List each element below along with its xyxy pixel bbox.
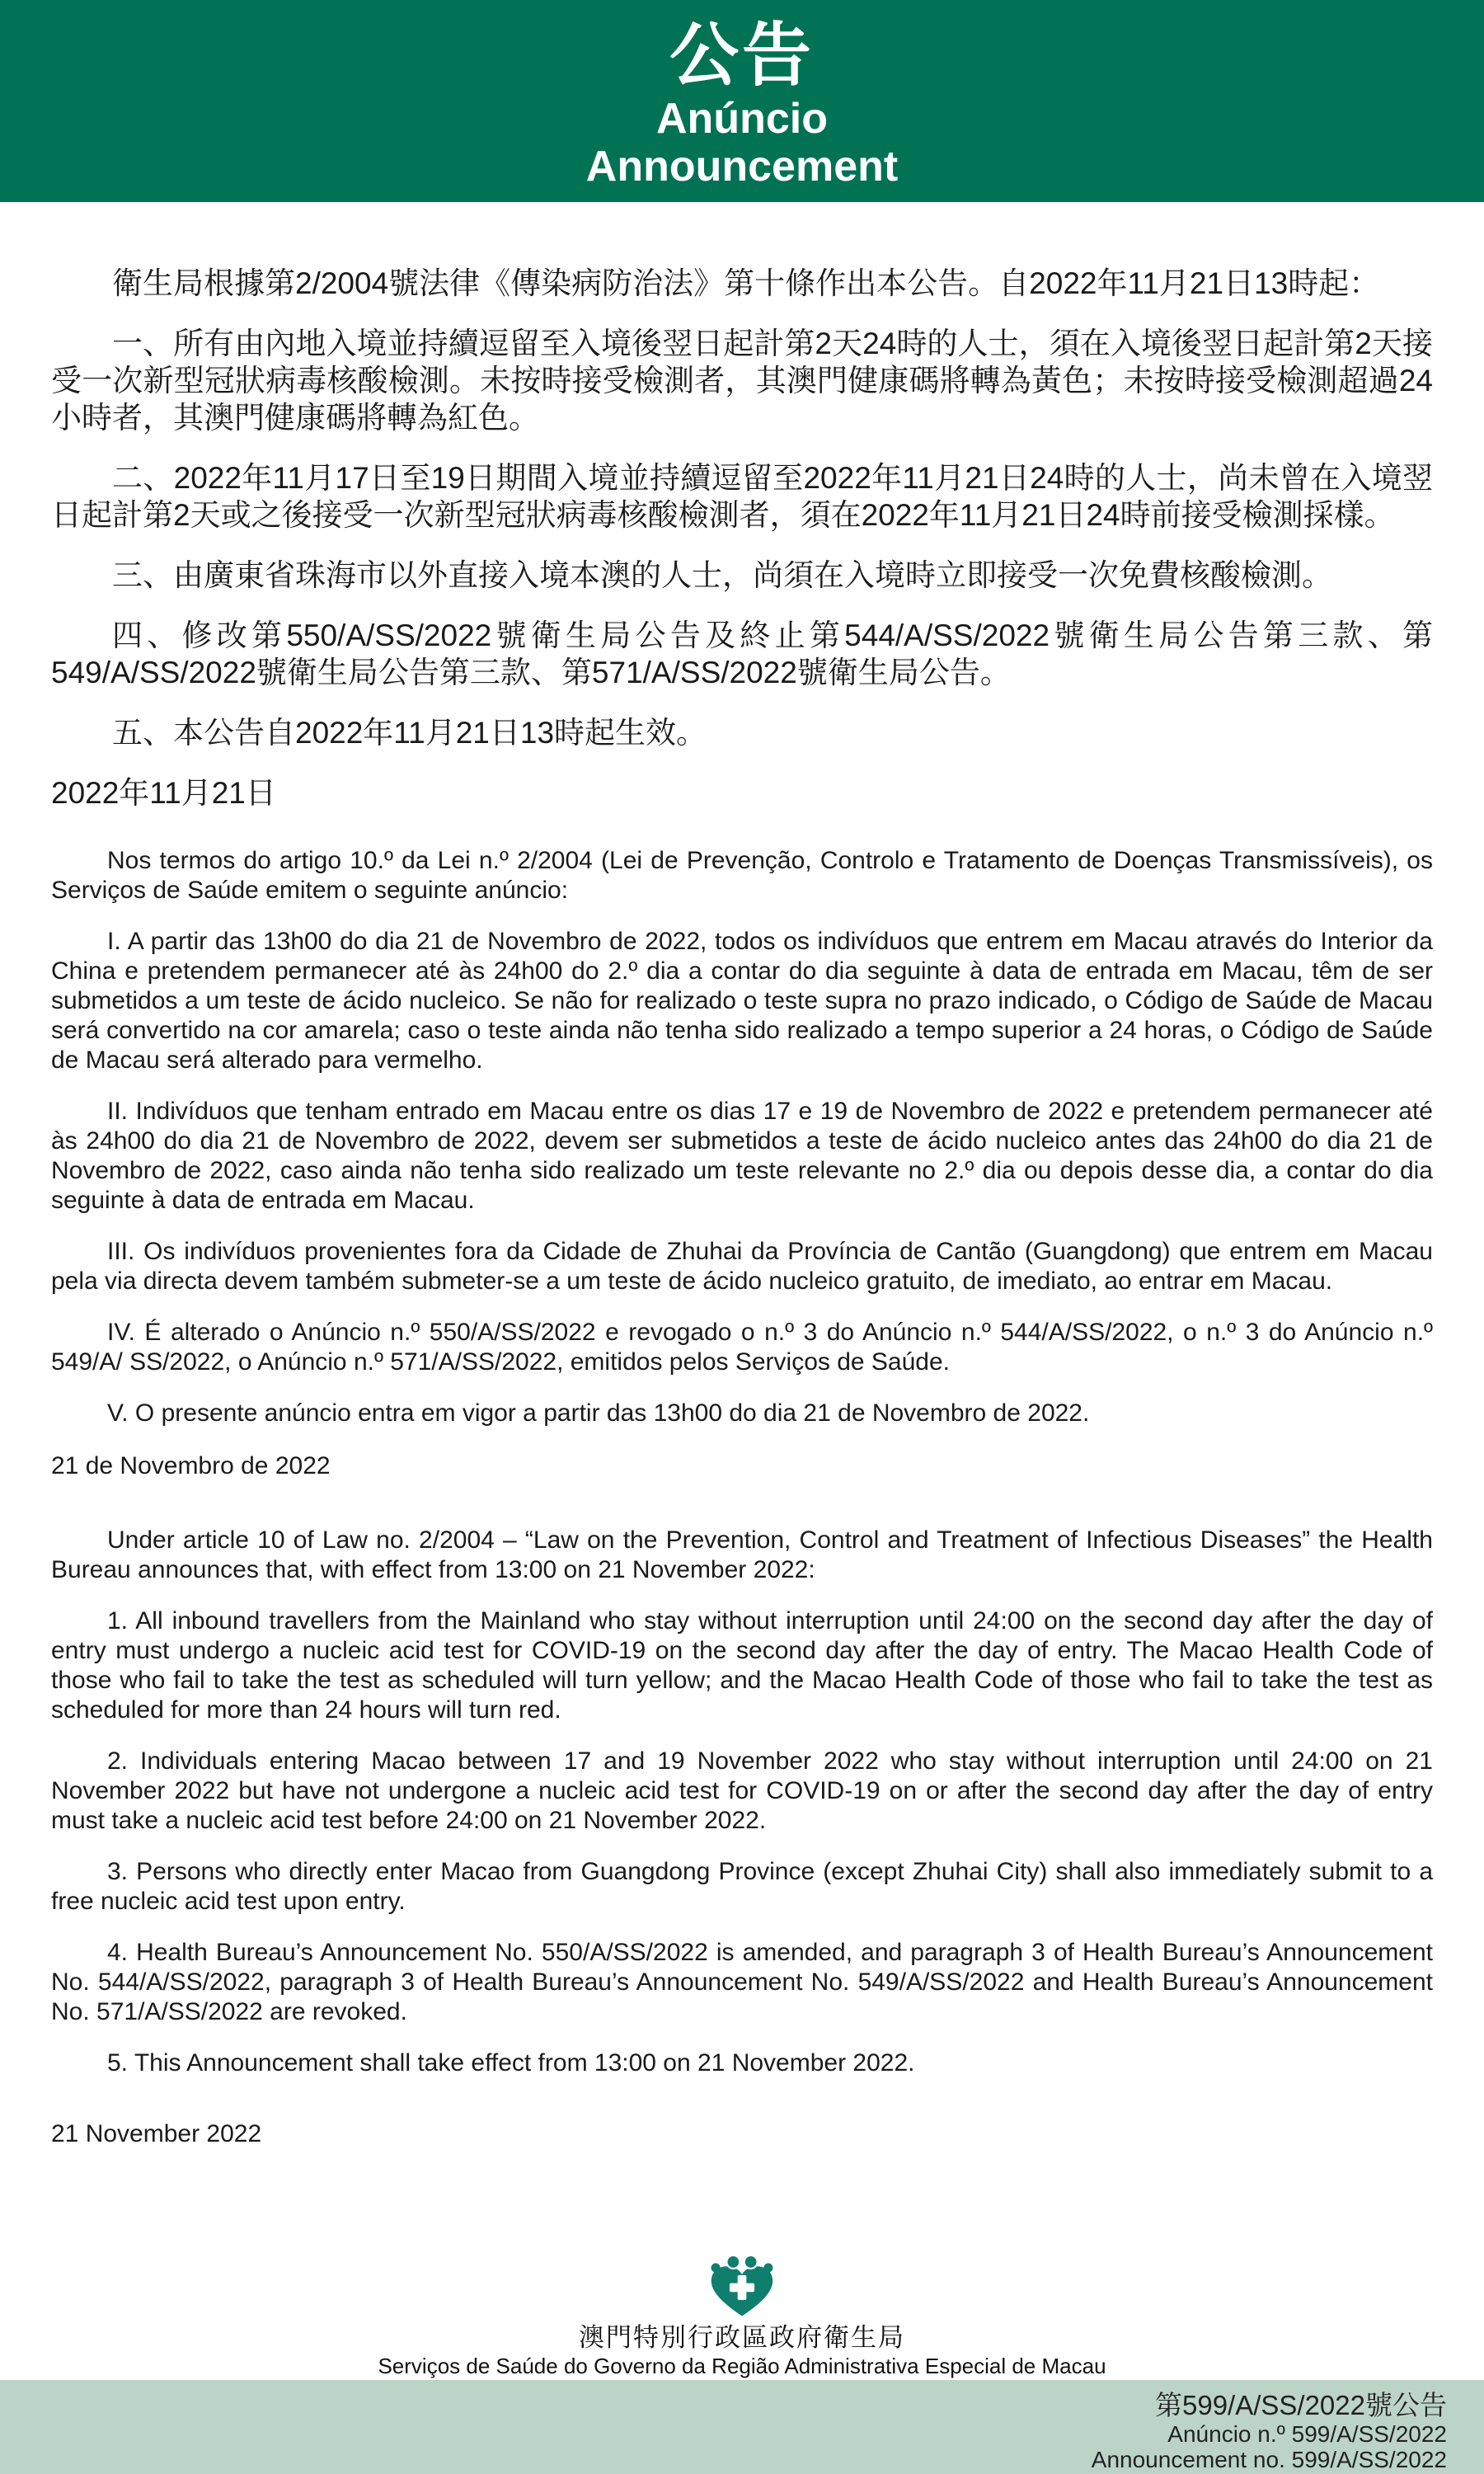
section-chinese (51, 202, 1433, 811)
en-paragraph-3: 3. Persons who directly enter Macao from Guangdong Province (except Zhuhai City) shall also immediately submit to a free nucleic acid test upon entry. (51, 1858, 1433, 1915)
en-paragraph-2: 2. Individuals entering Macao between 17 and 19 November 2022 who stay without interruption until 24:00 on 21 November 2022 but have not undergone a nucleic acid test for COVID-19 on or after the second day after the day of entry must take a nucleic acid test before 24:00 on 21 November 2022. (51, 1747, 1433, 1834)
pt-intro-paragraph: Nos termos do artigo 10.º da Lei n.º 2/2004 (Lei de Prevenção, Controlo e Tratamento de Doenças Transmissíveis), os Serviços de Saúde emitem o seguinte anúncio: (51, 847, 1433, 904)
pt-paragraph-4: IV. É alterado o Anúncio n.º 550/A/SS/2022 e revogado o n.º 3 do Anúncio n.º 544/A/SS/2022, o n.º 3 do Anúncio n.º 549/A/ SS/2022, o Anúncio n.º 571/A/SS/2022, emitidos pelos Serviços de Saúde. (51, 1319, 1433, 1376)
announcement-number-bar (0, 2380, 1484, 2474)
pt-paragraph-5: V. O presente anúncio entra em vigor a partir das 13h00 do dia 21 de Novembro de 2022. (107, 1399, 1090, 1427)
en-paragraph-5: 5. This Announcement shall take effect from 13:00 on 21 November 2022. (107, 2049, 915, 2077)
announcement-number-portuguese: Anúncio n.º 599/A/SS/2022 (1167, 2421, 1447, 2447)
zh-intro-paragraph: 衛生局根據第2/2004號法律《傳染病防治法》第十條作出本公告。自2022年11月21日13時起： (112, 266, 1380, 300)
bureau-name-portuguese: Serviços de Saúde do Governo da Região Administrativa Especial de Macau (378, 2354, 1106, 2378)
page-title-chinese: 公告 (669, 16, 815, 94)
en-paragraph-4: 4. Health Bureau’s Announcement No. 550/A/SS/2022 is amended, and paragraph 3 of Health Bureau’s Announcement No. 544/A/SS/2022, paragraph 3 of Health Bureau’s Announcement No. 549/A/SS/2022 and Health Bureau’s Announcement No. 571/A/SS/2022 are revoked. (51, 1939, 1433, 2025)
section-portuguese (51, 846, 1433, 1481)
bureau-name-chinese: 澳門特別行政區政府衛生局 (579, 2323, 905, 2352)
announcement-body (51, 202, 1433, 2243)
header-banner (0, 0, 1484, 202)
health-bureau-heart-cross-logo-icon (705, 2255, 779, 2319)
en-date: 21 November 2022 (51, 2120, 262, 2147)
footer (0, 2255, 1484, 2380)
page-title-portuguese: Anúncio (656, 94, 828, 143)
announcement-number-chinese: 第599/A/SS/2022號公告 (1154, 2390, 1447, 2420)
en-intro-paragraph: Under article 10 of Law no. 2/2004 – “Law on the Prevention, Control and Treatment of Infectious Diseases” the Health Bureau announces that, with effect from 13:00 on 21 November 2022: (51, 1526, 1433, 1583)
zh-date: 2022年11月21日 (51, 776, 276, 810)
pt-paragraph-2: II. Indivíduos que tenham entrado em Macau entre os dias 17 e 19 de Novembro de 2022 e pretendem permanecer até às 24h00 do dia 21 de Novembro de 2022, devem ser submetidos a teste de ácido nucleico antes das 24h00 do dia 21 de Novembro de 2022, caso ainda não tenha sido realizado um teste relevante no 2.º dia ou depois desse dia, a contar do dia seguinte à data de entrada em Macau. (51, 1098, 1433, 1214)
zh-paragraph-1: 一、所有由內地入境並持續逗留至入境後翌日起計第2天24時的人士，須在入境後翌日起計第2天接受一次新型冠狀病毒核酸檢測。未按時接受檢測者，其澳門健康碼將轉為黃色；未按時接受檢測超過24小時者，其澳門健康碼將轉為紅色。 (51, 327, 1433, 435)
pt-paragraph-3: III. Os indivíduos provenientes fora da Cidade de Zhuhai da Província de Cantão (Guangdong) que entrem em Macau pela via directa devem também submeter-se a um teste de ácido nucleico gratuito, de imediato, ao entrar em Macau. (51, 1238, 1433, 1295)
pt-date: 21 de Novembro de 2022 (51, 1452, 331, 1479)
zh-paragraph-2: 二、2022年11月17日至19日期間入境並持續逗留至2022年11月21日24時的人士，尚未曾在入境翌日起計第2天或之後接受一次新型冠狀病毒核酸檢測者，須在2022年11月21日24時前接受檢測採樣。 (51, 461, 1433, 532)
zh-paragraph-4: 四、修改第550/A/SS/2022號衛生局公告及終止第544/A/SS/2022號衛生局公告第三款、第549/A/SS/2022號衛生局公告第三款、第571/A/SS/2022號衛生局公告。 (51, 618, 1433, 689)
page-title-english: Announcement (585, 142, 899, 190)
en-paragraph-1: 1. All inbound travellers from the Mainland who stay without interruption until 24:00 on the second day after the day of entry must undergo a nucleic acid test for COVID-19 on the second day after the day of entry. The Macao Health Code of those who fail to take the test as scheduled will turn yellow; and the Macao Health Code of those who fail to take the test as scheduled for more than 24 hours will turn red. (51, 1607, 1433, 1724)
section-english (51, 1526, 1433, 2149)
pt-paragraph-1: I. A partir das 13h00 do dia 21 de Novembro de 2022, todos os indivíduos que entrem em Macau através do Interior da China e pretendem permanecer até às 24h00 do 2.º dia a contar do dia seguinte à data de entrada em Macau, têm de ser submetidos a um teste de ácido nucleico. Se não for realizado o teste supra no prazo indicado, o Código de Saúde de Macau será convertido na cor amarela; caso o teste ainda não tenha sido realizado a tempo superior a 24 horas, o Código de Saúde de Macau será alterado para vermelho. (51, 928, 1433, 1074)
zh-paragraph-5: 五、本公告自2022年11月21日13時起生效。 (112, 716, 707, 750)
announcement-number-english: Announcement no. 599/A/SS/2022 (1091, 2447, 1447, 2472)
zh-paragraph-3: 三、由廣東省珠海市以外直接入境本澳的人士，尚須在入境時立即接受一次免費核酸檢測。 (112, 558, 1332, 592)
